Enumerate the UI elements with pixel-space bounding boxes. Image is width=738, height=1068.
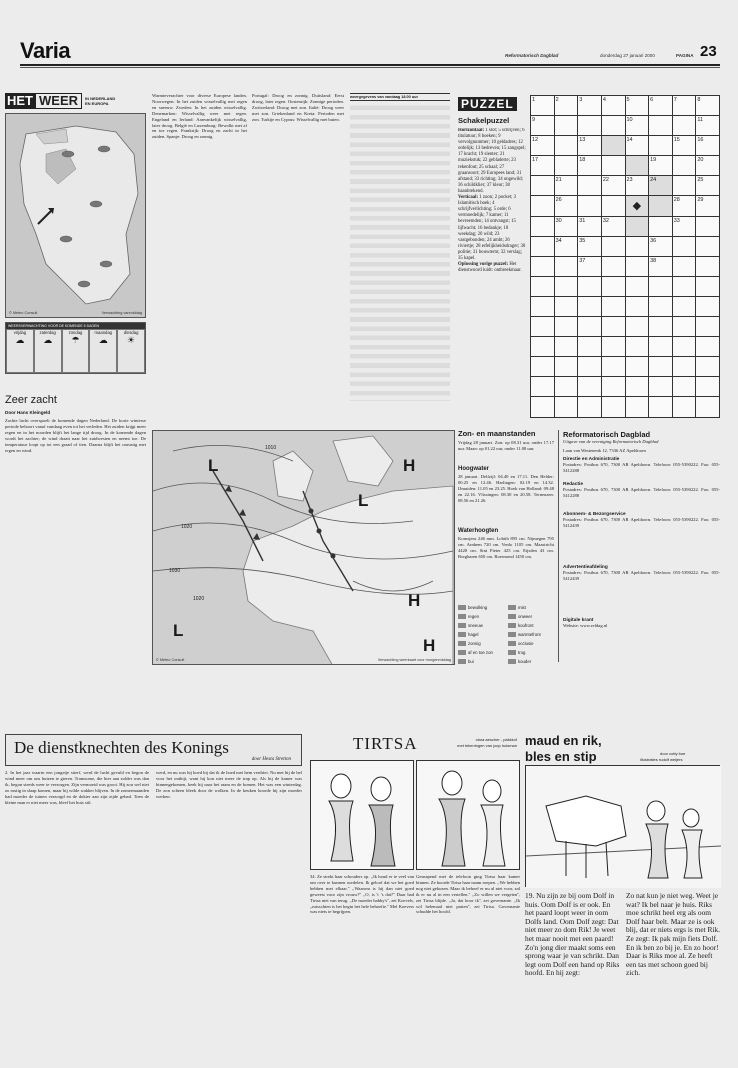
crossword-cell[interactable] xyxy=(649,196,673,216)
legend-label: warmtefront xyxy=(518,632,541,637)
crossword-cell[interactable] xyxy=(649,357,673,377)
crossword-cell[interactable] xyxy=(602,377,626,397)
crossword-cell[interactable] xyxy=(626,317,650,337)
crossword-cell[interactable] xyxy=(602,397,626,417)
cloud-icon: ☁ xyxy=(98,335,108,345)
crossword-cell[interactable] xyxy=(696,357,720,377)
weather-logo-sub1: IN NEDERLAND xyxy=(85,96,116,101)
zeer-zacht-byline: Door Hans Kleingeld xyxy=(5,410,51,415)
crossword-cell[interactable]: 9 xyxy=(531,116,555,136)
crossword-cell[interactable]: 31 xyxy=(578,217,602,237)
crossword-cell[interactable] xyxy=(673,237,697,257)
legend-symbol-icon xyxy=(508,605,516,610)
maud-credit2: illustraties rudolf weijers xyxy=(640,757,683,762)
maud-illustration xyxy=(525,765,720,887)
horizontaal-clues: 1 slot; 5 schrijven; 6 titulatuur; 8 boeken; 9 vervolgnummer; 10 geldadres; 12 ordelijk; 13 bedreven; 15 zangspel; 17 kracht; 19 slenter; 21 muziekstuk; 22 gebladerte; 23 rekenfout; 25 schaal; 27 graansoort; 29 Europees land; 31 afstand; 33 richting; 34 ongewild; 36 schildklier; 37 kleur; 38 baanbrekend. xyxy=(458,128,526,194)
crossword-cell[interactable] xyxy=(531,277,555,297)
weather-table xyxy=(350,93,450,413)
crossword-cell[interactable] xyxy=(602,116,626,136)
crossword-cell[interactable]: 24 xyxy=(649,176,673,196)
rd-redactie-head: Redactie xyxy=(563,481,583,487)
crossword-cell[interactable] xyxy=(696,297,720,317)
weather-logo-sub2: EN EUROPA xyxy=(85,101,109,106)
comic-title: TIRTSA xyxy=(353,734,418,753)
waterhoogten-title: Waterhoogten xyxy=(458,528,499,534)
crossword-cell[interactable] xyxy=(602,297,626,317)
crossword-cell[interactable]: 14 xyxy=(626,136,650,156)
comic-figures-image xyxy=(311,761,415,871)
crossword-cell[interactable] xyxy=(531,377,555,397)
legend-row xyxy=(458,621,554,630)
crossword-cell[interactable] xyxy=(578,277,602,297)
crossword-cell[interactable]: 2 xyxy=(555,96,579,116)
crossword-cell[interactable] xyxy=(531,237,555,257)
crossword-cell[interactable] xyxy=(578,397,602,417)
crossword-cell[interactable] xyxy=(555,277,579,297)
crossword-cell[interactable]: 29 xyxy=(696,196,720,216)
crossword-cell[interactable] xyxy=(578,317,602,337)
crossword-cell[interactable] xyxy=(649,377,673,397)
legend-symbol-icon xyxy=(508,614,516,619)
crossword-cell[interactable]: 11 xyxy=(696,116,720,136)
weather-table-title: weergegevens van vandaag 18.00 uur xyxy=(350,94,450,101)
legend-symbol-icon xyxy=(508,641,516,646)
pressure-low: L xyxy=(173,621,184,640)
crossword-cell[interactable] xyxy=(626,257,650,277)
horizontaal-head: Horizontaal: xyxy=(458,128,485,133)
legend-label: kouder xyxy=(518,659,532,664)
crossword-cell[interactable] xyxy=(578,196,602,216)
crossword-cell[interactable] xyxy=(531,357,555,377)
legend-label: hagel xyxy=(468,632,479,637)
crossword-cell[interactable] xyxy=(626,377,650,397)
crossword-cell[interactable]: 26 xyxy=(555,196,579,216)
legend-label: bui xyxy=(468,659,474,664)
crossword-cell[interactable] xyxy=(626,397,650,417)
crossword-cell[interactable] xyxy=(531,257,555,277)
crossword-cell[interactable] xyxy=(649,277,673,297)
crossword-cell[interactable] xyxy=(555,257,579,277)
paper-name: Reformatorisch Dagblad xyxy=(505,53,559,58)
crossword-cell[interactable]: 30 xyxy=(555,217,579,237)
crossword-cell[interactable] xyxy=(673,116,697,136)
pressure-low: L xyxy=(208,456,219,475)
isobar-label: 1020 xyxy=(181,524,193,530)
comic-panel-2 xyxy=(416,760,520,870)
crossword-cell[interactable] xyxy=(649,397,673,417)
crossword-cell[interactable] xyxy=(626,277,650,297)
crossword-cell[interactable]: 21 xyxy=(555,176,579,196)
weather-logo-weer: WEER xyxy=(35,93,82,109)
comic-credit2: met tekeningen van joop huisman xyxy=(457,743,517,748)
rd-abonnement: Postadres: Postbus 670, 7300 AR Apeldoorn. Telefoon: 055-5390222. Fax: 055-5412439 xyxy=(563,517,720,529)
legend-row xyxy=(458,648,554,657)
rd-directie: Postadres: Postbus 670, 7300 AR Apeldoorn. Telefoon: 055-5390222. Fax: 055-5412288 xyxy=(563,461,720,473)
legend-symbol-icon xyxy=(508,632,516,637)
crossword-cell[interactable]: 35 xyxy=(578,237,602,257)
crossword-cell[interactable] xyxy=(555,317,579,337)
crossword-cell[interactable] xyxy=(649,297,673,317)
crossword-cell[interactable] xyxy=(555,156,579,176)
crossword-cell[interactable] xyxy=(578,377,602,397)
crossword-cell[interactable] xyxy=(602,357,626,377)
forecast-title: WEERSVERWACHTING VOOR DE KOMENDE 5 DAGEN xyxy=(6,323,145,329)
crossword-grid xyxy=(530,95,720,417)
crossword-cell[interactable]: 22 xyxy=(602,176,626,196)
maud-illustration-image xyxy=(526,766,721,888)
legend-label: sneeuw xyxy=(468,623,483,628)
crossword-cell[interactable] xyxy=(649,317,673,337)
rd-redactie: Postadres: Postbus 670, 7300 AR Apeldoorn. Telefoon: 055-5390222. Fax: 055-5412288 xyxy=(563,486,720,498)
section-title: Varia xyxy=(20,38,71,63)
crossword-cell[interactable] xyxy=(578,297,602,317)
crossword-cell[interactable] xyxy=(578,176,602,196)
weather-col3: Portugal: Droog en zonnig. Duitsland: Eerst droog, later regen. Oostenrijk: Zonnige perioden. Zwitserland: Droog met zon. Italië: Droog weer met zon. Griekenland en Kreta: Perioden met zon. Turkije en Cyprus: Wisselvallig met buien. xyxy=(252,93,344,122)
puzzel-logo xyxy=(458,97,517,111)
crossword-cell[interactable] xyxy=(649,217,673,237)
crossword-cell[interactable] xyxy=(602,156,626,176)
legend-symbol-icon xyxy=(508,659,516,664)
crossword-cell[interactable] xyxy=(531,297,555,317)
crossword-cell[interactable]: 36 xyxy=(649,237,673,257)
zeer-zacht-body: Zachte lucht overspoelt de komende dagen Nederland. De korte winterse periode behoort vanaf vandaag even tot het verleden. Het zuiden krijgt meer regen en in het noorden blijft het lange tijd droog. In de komende dagen wordt het zachter; de wind draait naar het zuidwesten en neemt toe. De temperatuur loopt op tot een graad of tien. Daarna blijft het onrustig met regen en wind. xyxy=(5,418,146,453)
rd-abonnement-head: Abonnem- & Bezorgservice xyxy=(563,512,626,518)
crossword-cell[interactable]: 23 xyxy=(626,176,650,196)
zon-title: Zon- en maanstanden xyxy=(458,429,536,438)
crossword-cell[interactable] xyxy=(602,277,626,297)
sun-icon: ☀ xyxy=(127,335,136,345)
crossword-cell[interactable]: 38 xyxy=(649,257,673,277)
comic-text-2: Gesnapend met de telefoon ging Tirtsa haar kamer binnen. Ze hoorde Tirtsa haar naam roepen. ,,We hebben nog niet gekozen. Maar ik behoef er nu al niet voor, zal ik er nu al in een vertellen.'' ,,Zo willen we vergeten'', zei Tirtsa blijde. ,,Ja, dat hoor ik'', zei governante. ,,Ik wil helemaal niet praten'', zei Tirtsa. Governante schudde het hoofd. xyxy=(416,874,520,915)
oplossing-head: Oplossing vorige puzzel: xyxy=(458,262,509,268)
legend-label: occlusie xyxy=(518,641,534,646)
crossword-cell[interactable]: 16 xyxy=(696,136,720,156)
oplossing-text: Het dienstwoord luidt: ontbreekmaar. xyxy=(458,262,522,274)
pressure-low: L xyxy=(358,491,369,510)
crossword-cell[interactable] xyxy=(602,317,626,337)
legend-label: mist xyxy=(518,605,526,610)
legend-label: bewolking xyxy=(468,605,488,610)
crossword-cell[interactable]: 10 xyxy=(626,116,650,136)
crossword-cell[interactable] xyxy=(626,357,650,377)
hoogwater-body: 28 januari. Delfzijl: 04.40 en 17.11. Den Helder: 00.25 en 12.46. Harlingen: 02.19 en 14.32. IJmuiden: 11.05 en 23.25. Hoek van Holland: 09.48 en 22.16. Vlissingen: 08.30 en 20.58. Terneuzen: 08.56 en 21.26. xyxy=(458,474,554,503)
crossword-cell[interactable]: 1 xyxy=(531,96,555,116)
crossword-cells xyxy=(530,95,720,418)
rd-internet-head: Digitale krant xyxy=(563,618,594,624)
header-rule xyxy=(20,64,720,66)
comic-figures-image xyxy=(417,761,521,871)
crossword-cell[interactable] xyxy=(555,357,579,377)
crossword-cell[interactable] xyxy=(649,116,673,136)
crossword-cell[interactable] xyxy=(673,357,697,377)
comic-panel-1 xyxy=(310,760,414,870)
crossword-cell[interactable] xyxy=(531,317,555,337)
crossword-cell[interactable] xyxy=(555,297,579,317)
puzzel-clues xyxy=(458,128,526,423)
serial-author: door Hesta Stretton xyxy=(251,757,291,762)
crossword-cell[interactable]: 37 xyxy=(578,257,602,277)
crossword-cell[interactable] xyxy=(673,337,697,357)
forecast-day xyxy=(89,329,117,373)
crossword-cell[interactable]: 3 xyxy=(578,96,602,116)
weather-col2: Warmteverachter voor diverse Europese landen. Noorwegen: In het zuiden wisselvallig met regen en sneeuw. Zweden: In het zuiden wisselvallig. Denemarken: Wisselvallig weer met regen. Engeland en Ierland: Aanvankelijk wisselvallig, later droog. België en Luxemburg: Bewolkt met af en toe regen. Frankrijk: Droog en zacht in het zuiden. Spanje: Droog en zonnig. xyxy=(152,93,247,140)
crossword-cell[interactable] xyxy=(696,217,720,237)
crossword-cell[interactable]: 28 xyxy=(673,196,697,216)
crossword-cell[interactable]: 4 xyxy=(602,96,626,116)
legend-label: koufront xyxy=(518,623,534,628)
isobar-label: 1020 xyxy=(193,596,205,602)
forecast-day-name: zaterdag xyxy=(39,330,56,335)
legend-label: zonnig xyxy=(468,641,481,646)
comic-header xyxy=(310,734,520,760)
serial-title: De dienstknechten des Konings xyxy=(14,738,229,757)
crossword-cell[interactable] xyxy=(696,237,720,257)
maud-text-left: 19. Nu zijn ze bij oom Dolf in huis. Oom Dolf is er ook. En het paard loopt weer in oom Dolfs land. Oom Dolf zegt: Dat niet meer zo dom Rik! Je weet het maar nooit met een paard! Zo'n jong dier maakt soms een sprong waar je van schrikt. Dan legt oom Dolf een hand op Riks hoofd. En hij zegt: xyxy=(525,892,620,978)
crossword-cell[interactable]: 32 xyxy=(602,217,626,237)
weather-logo-het: HET xyxy=(7,93,33,108)
crossword-cell[interactable] xyxy=(531,196,555,216)
puzzel-title: Schakelpuzzel xyxy=(458,116,510,125)
weather-logo xyxy=(5,93,155,109)
nl-map-caption-right: Verwachting vanmiddag xyxy=(101,311,142,315)
pressure-high: H xyxy=(408,591,421,610)
crossword-cell[interactable] xyxy=(696,377,720,397)
crossword-cell[interactable] xyxy=(531,176,555,196)
crossword-cell[interactable]: 33 xyxy=(673,217,697,237)
forecast-day-name: maandag xyxy=(94,330,113,335)
hoogwater-title: Hoogwater xyxy=(458,466,490,472)
crossword-cell[interactable]: 7 xyxy=(673,96,697,116)
netherlands-map-graphic xyxy=(6,114,146,318)
legend-symbol-icon xyxy=(458,614,466,619)
legend-symbol-icon xyxy=(508,623,516,628)
crossword-cell[interactable] xyxy=(696,277,720,297)
zeer-zacht-title: Zeer zacht xyxy=(5,394,57,406)
crossword-cell[interactable] xyxy=(673,317,697,337)
forecast-day-name: vrijdag xyxy=(13,330,27,335)
crossword-cell[interactable] xyxy=(531,397,555,417)
waterhoogten-body: Kornsjeru 246 mm. Lobith 895 cm. Nijmegen 795 cm. Arnhem 720 cm. Venlo 1105 cm. Maastricht 4420 cm. Sint Pieter 425 cm. Eijsden 43 cm. Borgharen 650 cm. Roermond 1450 cm. xyxy=(458,536,554,559)
rain-icon: ☂ xyxy=(71,335,80,345)
crossword-cell[interactable]: 12 xyxy=(531,136,555,156)
legend-rows xyxy=(458,603,554,666)
maud-title-1: maud en rik, xyxy=(525,733,602,748)
verticaal-head: Verticaal: xyxy=(458,195,479,201)
legend-symbol-icon xyxy=(458,623,466,628)
legend-row xyxy=(458,612,554,621)
eu-map-caption-left: © Meteo Consult xyxy=(156,658,185,662)
zon-body: Vrijdag 28 januari. Zon: op 08.31 uur, onder 17.17 uur. Maan: op 01.22 uur, onder 11.08 uur. xyxy=(458,440,554,451)
puzzel-logo-text: PUZZEL xyxy=(458,97,517,111)
europe-weather-map xyxy=(152,430,455,665)
crossword-cell[interactable]: 13 xyxy=(578,136,602,156)
legend-symbol-icon xyxy=(458,632,466,637)
rd-info-adres: Laan van Westenenk 12, 7336 AZ Apeldoorn xyxy=(563,447,646,453)
crossword-cell[interactable] xyxy=(555,377,579,397)
rd-advertentie: Postadres: Postbus 670, 7300 AR Apeldoorn. Telefoon: 055-5390222. Fax: 055-5412439 xyxy=(563,570,720,582)
crossword-cell[interactable] xyxy=(555,337,579,357)
legend-label: trog xyxy=(518,650,526,655)
crossword-cell[interactable] xyxy=(649,136,673,156)
crossword-cell[interactable] xyxy=(673,277,697,297)
maud-title-2: bles en stip xyxy=(525,749,597,764)
crossword-cell[interactable]: 18 xyxy=(578,156,602,176)
crossword-cell[interactable] xyxy=(626,196,650,216)
pressure-high: H xyxy=(423,636,436,655)
crossword-cell[interactable] xyxy=(673,257,697,277)
pressure-high: H xyxy=(403,456,416,475)
forecast-strip xyxy=(5,322,146,374)
crossword-cell[interactable] xyxy=(673,156,697,176)
sun-cloud-icon: ☁ xyxy=(15,335,25,345)
crossword-cell[interactable]: 20 xyxy=(696,156,720,176)
crossword-cell[interactable]: 25 xyxy=(696,176,720,196)
weather-table-rows xyxy=(350,101,450,401)
issue-date: donderdag 27 januari 2000 xyxy=(600,53,655,58)
legend-row xyxy=(458,603,554,612)
crossword-cell[interactable]: 19 xyxy=(649,156,673,176)
verticaal-clues: 1 zoon; 2 pocket; 3 Islamitisch boek; 4 schrijfverlichting; 5 orde; 6 vermoedelijk; 7 kamer; 11 bevreemden; 14 ontvangst; 15 lijfwacht; 16 bedankje; 18 weekdag; 20 wild; 23 vastgebonden; 24 ambt; 26 riviertje; 28 erfelijkheidsdrager; 30 politie; 31 bouwterm; 32 verslag; 35 kapel. xyxy=(458,195,526,261)
crossword-cell[interactable] xyxy=(555,116,579,136)
crossword-cell[interactable] xyxy=(578,337,602,357)
legend-row xyxy=(458,630,554,639)
crossword-cell[interactable] xyxy=(531,337,555,357)
rd-directie-head: Directie en Administratie xyxy=(563,456,620,462)
crossword-cell[interactable] xyxy=(602,337,626,357)
crossword-cell[interactable]: 34 xyxy=(555,237,579,257)
crossword-cell[interactable] xyxy=(673,397,697,417)
isobar-label: 1030 xyxy=(169,568,181,574)
crossword-cell[interactable] xyxy=(696,337,720,357)
crossword-cell[interactable] xyxy=(626,237,650,257)
crossword-cell[interactable] xyxy=(696,317,720,337)
crossword-cell[interactable] xyxy=(602,136,626,156)
legend-symbol-icon xyxy=(458,650,466,655)
crossword-cell[interactable] xyxy=(626,337,650,357)
isobar-label: 1010 xyxy=(265,445,277,451)
rd-info-box xyxy=(558,430,720,662)
forecast-day xyxy=(62,329,90,373)
crossword-cell[interactable] xyxy=(555,397,579,417)
crossword-cell[interactable]: 15 xyxy=(673,136,697,156)
crossword-cell[interactable] xyxy=(578,357,602,377)
legend-label: regen xyxy=(468,614,479,619)
header-rule-thin xyxy=(20,67,720,68)
crossword-cell[interactable] xyxy=(696,397,720,417)
comic-credit1: clara aescher - pakkkof xyxy=(475,737,517,742)
maud-text-right: Zo nat kun je niet weg. Weet je wat? Ik bel naar je huis. Riks moe schrikt heel erg als oom Dolf haar belt. Maar ze is ook blij, dat er niets ergs is met Rik. Ze zegt: Ik pak mijn fiets Dolf. En ik ben zo bij je. En zo hoor! Daar is Riks moe al. Ze heeft een tas met schoon goed bij zich. xyxy=(626,892,721,978)
forecast-day-name: zondag xyxy=(68,330,83,335)
serial-header xyxy=(5,734,302,766)
crossword-cell[interactable] xyxy=(578,116,602,136)
legend-row xyxy=(458,639,554,648)
crossword-cell[interactable] xyxy=(673,297,697,317)
cloud-icon: ☁ xyxy=(43,335,53,345)
crossword-cell[interactable] xyxy=(673,377,697,397)
rd-info-title: Reformatorisch Dagblad xyxy=(563,430,651,439)
legend-symbol-icon xyxy=(458,659,466,664)
serial-col1: 2. In het jaar waarin een jongetje stierf, werd de lucht gevuld en begon de wind meer om ons huizen te gieren. Tramsome, die hier aan zolder was dan ik, begon steeds weer te verzorgen. Zijn vermoeid was groot. Hij zou wel niet zo rustig in slaap komen, maar hij wilde wakker blijven. In de zomermaanden had moeder de tuinen verzorgd en de dokter aan zijn zijde gehad. Toen de kleine man er niet meer was, bleef het huis stil. xyxy=(5,770,149,805)
crossword-cell[interactable]: 5 xyxy=(626,96,650,116)
forecast-day xyxy=(34,329,62,373)
weather-legend xyxy=(458,603,554,665)
serial-col2: werd, en nu was hij hoed hij dat ik de hoed met hem verdriet. Nu met hij de bel voor het ontbijt, want hij kon niet meer de trap op. Als hij de kamer was binnengekomen, keek hij naar het raam en de bomen. Het was een winterdag. De zon scheen bleek door de wolken. In de keuken hoorde hij zijn moeder werken. xyxy=(156,770,302,799)
crossword-cell[interactable] xyxy=(531,217,555,237)
nl-map-caption-left: © Meteo Consult xyxy=(9,311,38,315)
rd-advertentie-head: Advertentieafdeling xyxy=(563,565,608,571)
legend-label: onweer xyxy=(518,614,533,619)
crossword-cell[interactable] xyxy=(626,217,650,237)
legend-symbol-icon xyxy=(458,641,466,646)
rd-internet: Website: www.refdag.nl xyxy=(563,623,608,629)
forecast-day xyxy=(117,329,145,373)
crossword-cell[interactable] xyxy=(602,257,626,277)
crossword-cell[interactable] xyxy=(555,136,579,156)
legend-symbol-icon xyxy=(508,650,516,655)
crossword-cell[interactable] xyxy=(673,176,697,196)
forecast-day-name: dinsdag xyxy=(123,330,139,335)
crossword-cell[interactable] xyxy=(696,257,720,277)
legend-symbol-icon xyxy=(458,605,466,610)
crossword-cell[interactable]: 6 xyxy=(649,96,673,116)
crossword-cell[interactable] xyxy=(602,196,626,216)
crossword-cell[interactable] xyxy=(602,237,626,257)
crossword-cell[interactable]: 17 xyxy=(531,156,555,176)
forecast-day xyxy=(6,329,34,373)
netherlands-map xyxy=(5,113,146,318)
rd-info-subtitle: Uitgave van de vereniging Reformatorisch Dagblad xyxy=(563,439,659,444)
crossword-cell[interactable] xyxy=(626,297,650,317)
maud-credit1: door cotty boe xyxy=(660,751,686,756)
crossword-cell[interactable] xyxy=(626,156,650,176)
page-label: PAGINA xyxy=(676,53,694,58)
crossword-cell[interactable] xyxy=(649,337,673,357)
legend-row xyxy=(458,657,554,666)
crossword-cell[interactable]: 8 xyxy=(696,96,720,116)
comic-text-1: 34. Ze strekt haar schouders op. ,,Ik houd er te veel van om over te kunnen oordelen. Ik geloof dat we het goed hebben met elkaar.'' ,,Waarom is hij dan niet goed geweest voor zijn vrouw?'' ,,O, is 't ’s dat?'' Daar had Tirtsa niet van terug. ,,De moeder babby's'', zei Koevels, ,,misschien is het begin het hele behoefte.'' Mel Koevers was niets te begrijpen. xyxy=(310,874,414,915)
diamond-icon: ◆ xyxy=(632,200,642,213)
eu-map-caption-right: Verwachting weerkaart voor morgenmiddag xyxy=(377,658,451,662)
page-number: 23 xyxy=(700,43,717,60)
legend-label: af en toe zon xyxy=(468,650,493,655)
